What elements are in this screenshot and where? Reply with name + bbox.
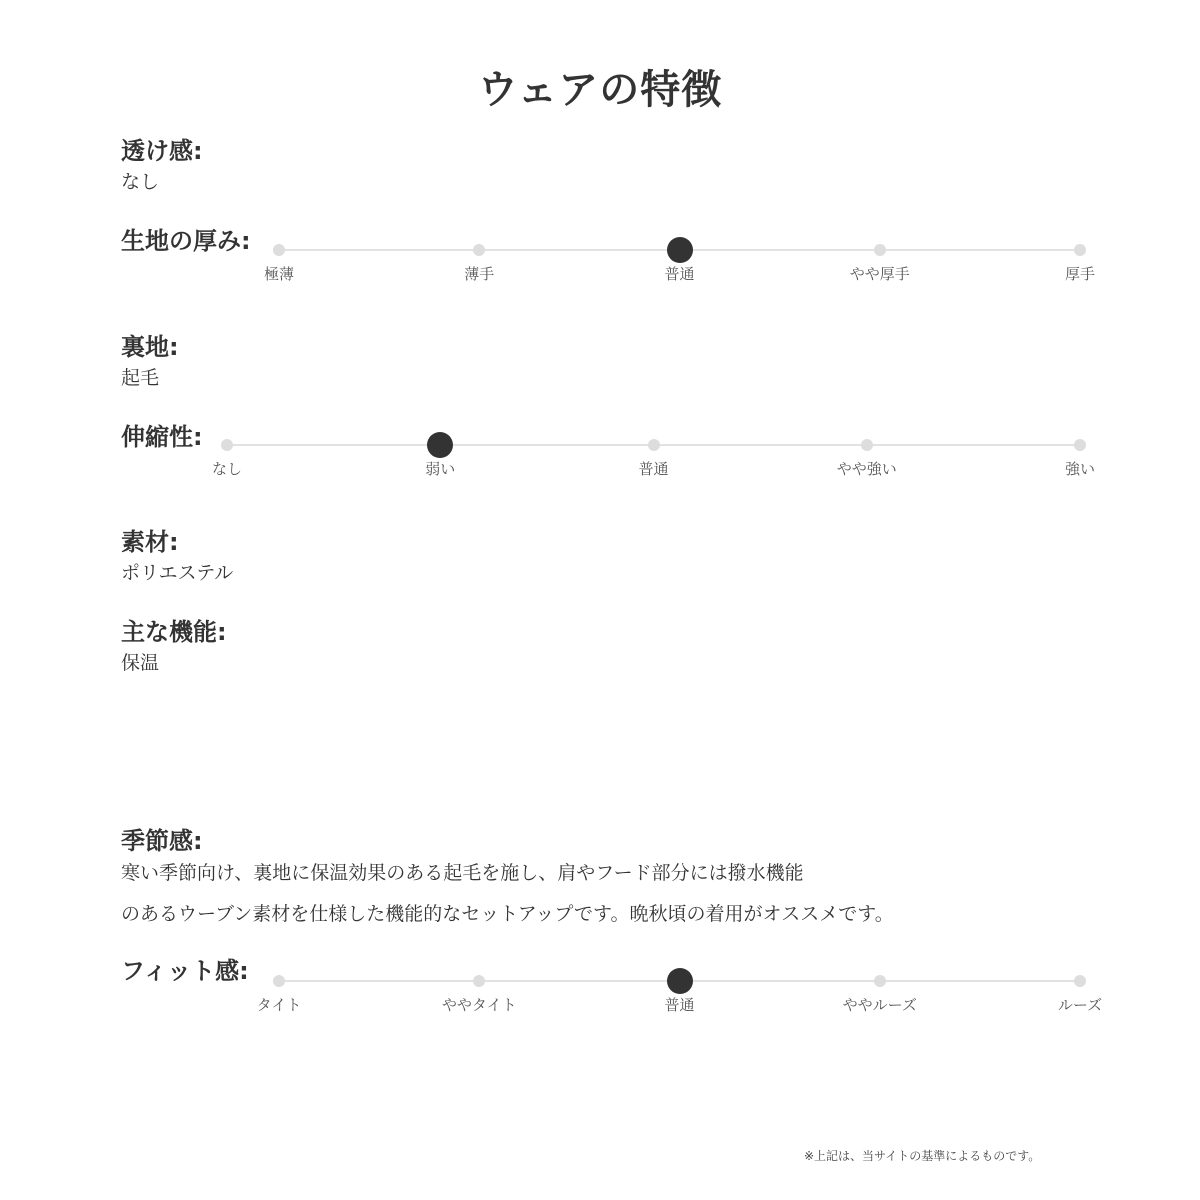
stretch-scale-dot — [648, 439, 660, 451]
thickness-scale-dot — [1074, 244, 1086, 256]
season-text-line: 寒い季節向け、裏地に保温効果のある起毛を施し、肩やフード部分には撥水機能 — [121, 862, 804, 884]
stretch-scale-label: やや強い — [836, 460, 897, 478]
stretch-scale-dot — [861, 439, 873, 451]
season-label: 季節感: — [121, 827, 203, 855]
fit-scale-dot — [273, 975, 285, 987]
transparency-value: なし — [121, 171, 160, 193]
fit-scale-label: ルーズ — [1057, 996, 1103, 1014]
thickness-scale-label: 普通 — [664, 265, 695, 283]
fit-scale-label: ややルーズ — [842, 996, 917, 1014]
thickness-scale-label: 厚手 — [1064, 265, 1096, 283]
function-value: 保温 — [121, 652, 160, 674]
fit-selected-marker — [667, 968, 693, 994]
material-label: 素材: — [121, 528, 179, 556]
stretch-scale — [0, 434, 1200, 478]
material-value: ポリエステル — [121, 562, 234, 584]
transparency-label: 透け感: — [121, 137, 203, 165]
lining-label: 裏地: — [121, 333, 179, 361]
fit-scale-label: タイト — [256, 996, 302, 1014]
fit-scale — [0, 970, 1200, 1014]
thickness-scale-dot — [473, 244, 485, 256]
footnote: ※上記は、当サイトの基準によるものです。 — [804, 1149, 1041, 1163]
thickness-scale-dot — [273, 244, 285, 256]
fit-scale-dot — [473, 975, 485, 987]
stretch-scale-label: 普通 — [638, 460, 669, 478]
stretch-scale-dot — [221, 439, 233, 451]
thickness-scale-label: やや厚手 — [849, 265, 910, 283]
thickness-scale — [0, 239, 1200, 283]
function-label: 主な機能: — [121, 618, 227, 646]
stretch-label: 伸縮性: — [121, 423, 203, 451]
lining-value: 起毛 — [121, 367, 160, 389]
season-text-line: のあるウーブン素材を仕様した機能的なセットアップです。晩秋頃の着用がオススメです。 — [121, 903, 894, 925]
thickness-label: 生地の厚み: — [121, 227, 251, 255]
fit-scale-dot — [874, 975, 886, 987]
fit-scale-dot — [1074, 975, 1086, 987]
thickness-scale-label: 薄手 — [464, 265, 495, 283]
fit-scale-label: 普通 — [664, 996, 695, 1014]
stretch-scale-label: 強い — [1064, 460, 1096, 478]
page-title: ウェアの特徴 — [477, 67, 723, 113]
stretch-scale-dot — [1074, 439, 1086, 451]
stretch-scale-label: なし — [211, 460, 243, 478]
thickness-scale-label: 極薄 — [263, 265, 295, 283]
fit-scale-label: ややタイト — [441, 996, 517, 1014]
fit-label: フィット感: — [121, 957, 249, 985]
stretch-scale-label: 弱い — [425, 460, 456, 478]
thickness-scale-dot — [874, 244, 886, 256]
thickness-selected-marker — [667, 237, 693, 263]
stretch-selected-marker — [427, 432, 453, 458]
